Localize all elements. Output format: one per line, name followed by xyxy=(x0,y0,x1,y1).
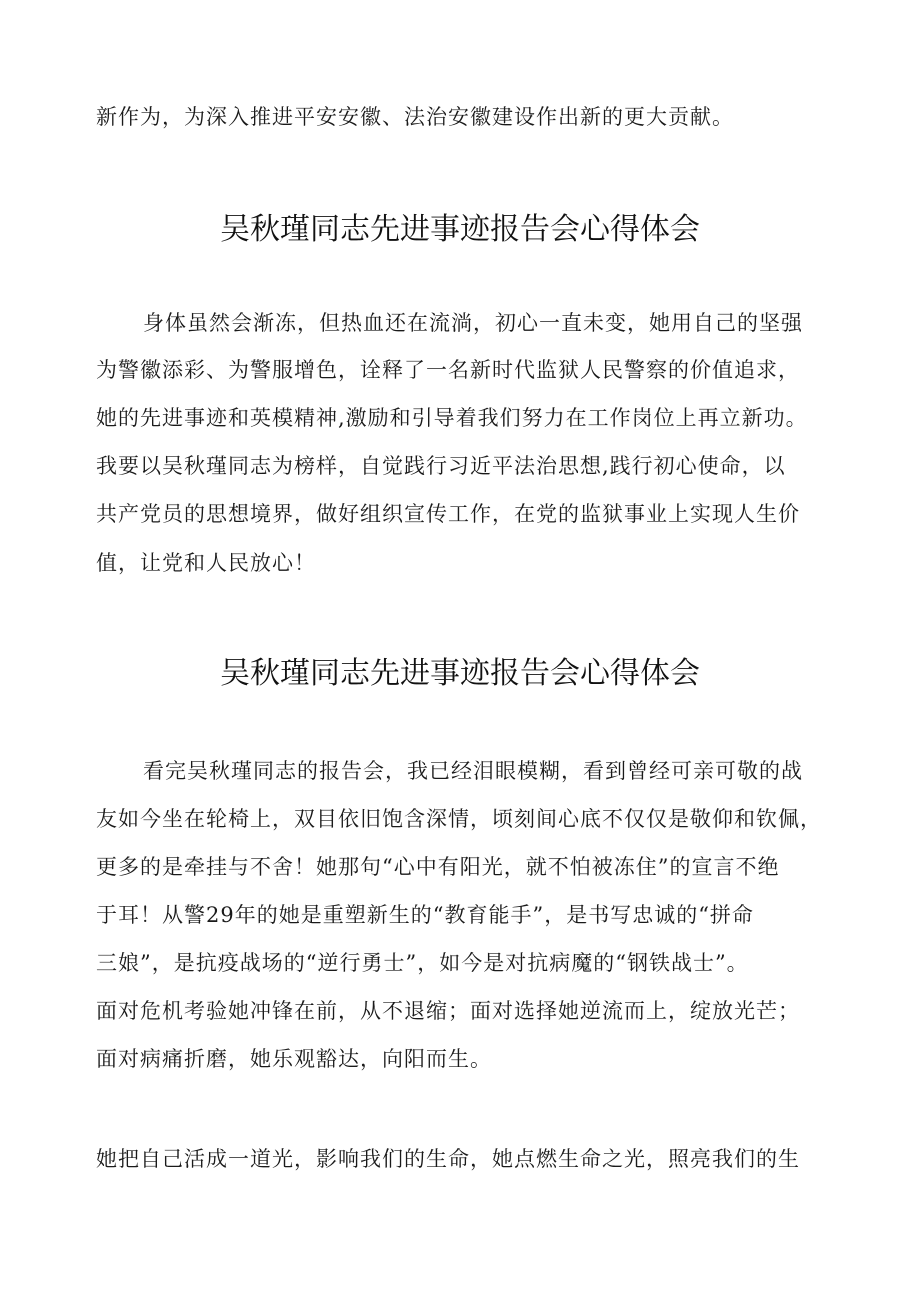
section1-paragraph-line: 共产党员的思想境界，做好组织宣传工作，在党的监狱事业上实现人生价 xyxy=(96,502,800,526)
section1-title: 吴秋瑾同志先进事迹报告会心得体会 xyxy=(220,212,700,247)
section2-paragraph-line: 三娘”，是抗疫战场的“逆行勇士”，如今是对抗病魔的“钢铁战士”。 xyxy=(96,951,749,975)
section1-paragraph-line: 我要以吴秋瑾同志为榜样，自觉践行习近平法治思想,践行初心使命，以 xyxy=(96,454,786,478)
section1-paragraph-line: 身体虽然会渐冻，但热血还在流淌，初心一直未变，她用自己的坚强 xyxy=(143,311,803,335)
section1-paragraph-line: 为警徽添彩、为警服增色，诠释了一名新时代监狱人民警察的价值追求， xyxy=(96,358,800,382)
section1-paragraph-line: 她的先进事迹和英模精神,激励和引导着我们努力在工作岗位上再立新功。 xyxy=(96,406,808,430)
section2-paragraph-line: 面对危机考验她冲锋在前，从不退缩；面对选择她逆流而上，绽放光芒； xyxy=(96,999,800,1023)
section1-paragraph-line: 值，让党和人民放心！ xyxy=(96,551,316,575)
section2-paragraph-line: 看完吴秋瑾同志的报告会，我已经泪眼模糊，看到曾经可亲可敬的战 xyxy=(143,759,803,783)
section2-paragraph-line: 友如今坐在轮椅上，双目依旧饱含深情，顷刻间心底不仅仅是敬仰和钦佩， xyxy=(96,807,822,831)
intro-closing-line: 新作为，为深入推进平安安徽、法治安徽建设作出新的更大贡献。 xyxy=(96,105,734,129)
section2-paragraph-line: 于耳！从警29年的她是重塑新生的“教育能手”，是书写忠诚的“拼命 xyxy=(96,903,754,927)
section2-trailing-line: 她把自己活成一道光，影响我们的生命，她点燃生命之光，照亮我们的生 xyxy=(96,1147,800,1171)
section2-paragraph-line: 面对病痛折磨，她乐观豁达，向阳而生。 xyxy=(96,1047,492,1071)
section2-paragraph-line: 更多的是牵挂与不舍！她那句“心中有阳光，就不怕被冻住”的宣言不绝 xyxy=(96,855,780,879)
section2-title: 吴秋瑾同志先进事迹报告会心得体会 xyxy=(220,656,700,691)
